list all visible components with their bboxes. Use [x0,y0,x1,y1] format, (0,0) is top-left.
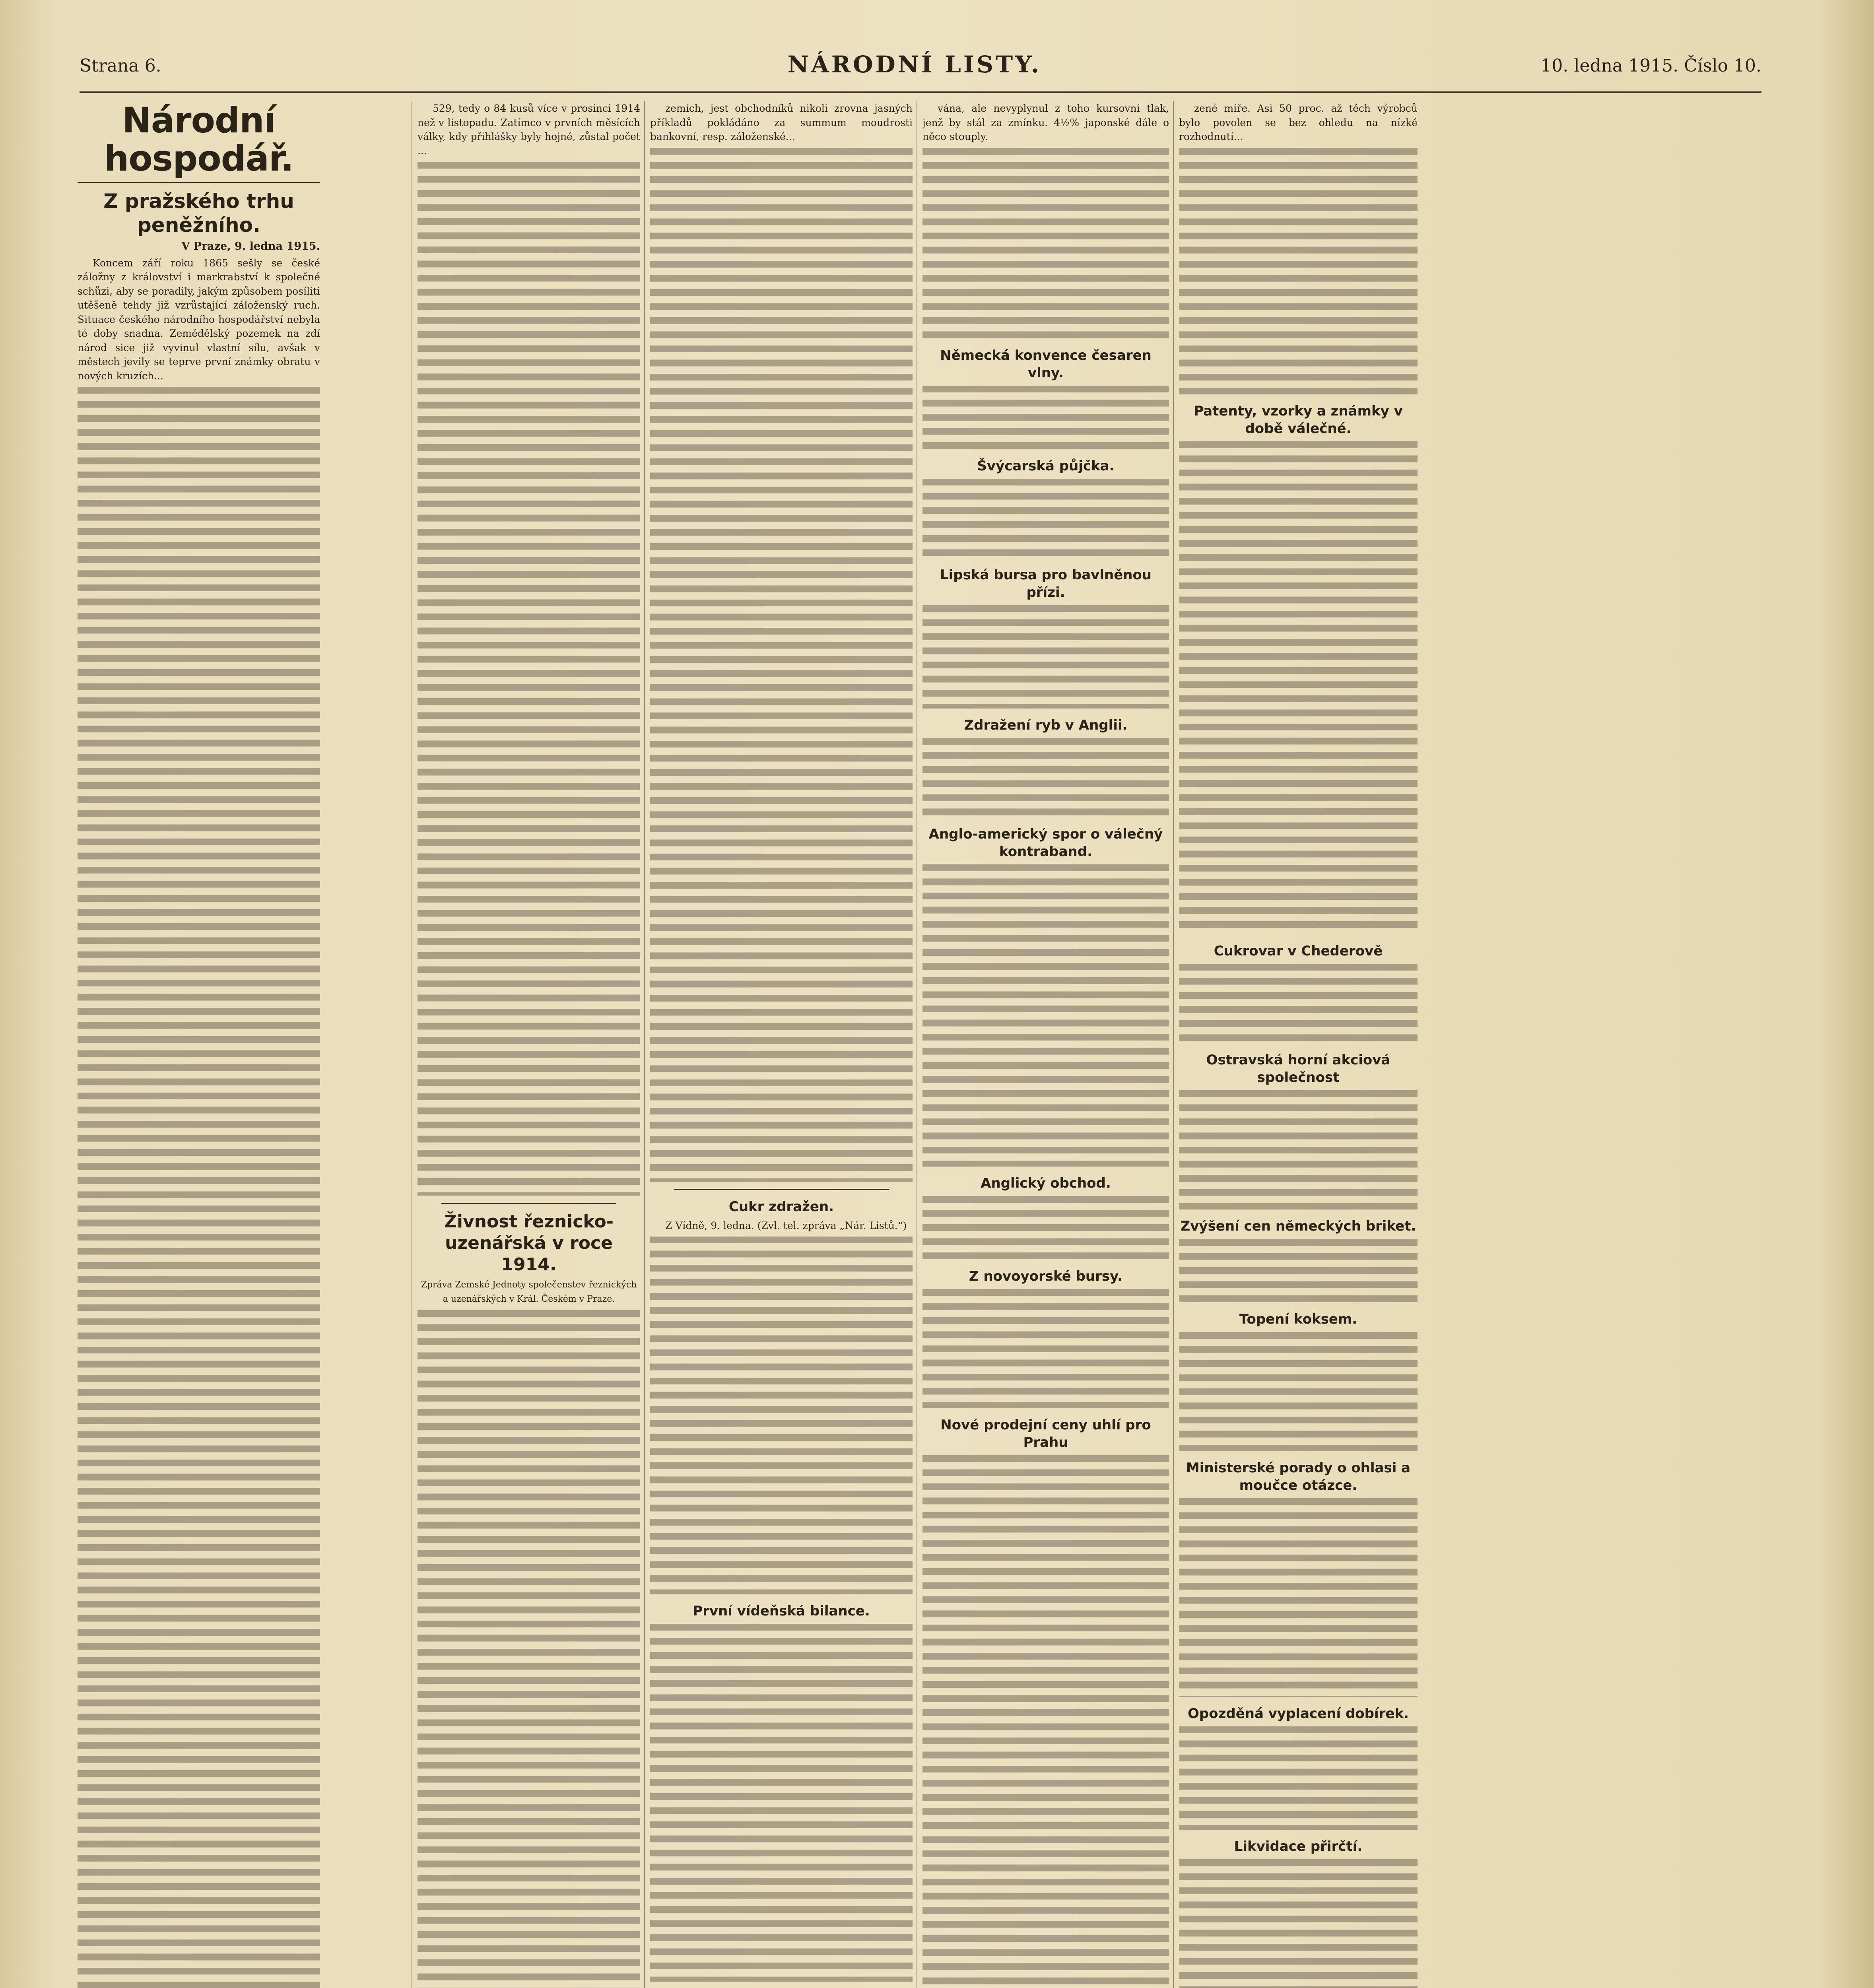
article-body-text [650,1237,913,1594]
article-body-text [1179,1726,1418,1830]
article-body-text [922,1455,1169,1988]
article-headline: Cukrovar v Chederově [1214,943,1383,959]
article-body-text [922,386,1169,449]
masthead [80,48,1761,93]
article-body-text [1179,964,1418,1043]
separator [674,1189,889,1190]
article-headline: Opozděná vyplacení dobírek. [1188,1705,1409,1722]
article-headline: Nové prodejní ceny uhlí pro Prahu [940,1417,1151,1450]
article-body-text [1179,1090,1418,1209]
article-lead: zené míře. Asi 50 proc. až těch výrobců bylo povolen se bez ohledu na nízké rozhodnutí... [1179,103,1418,142]
article-body-text [922,1196,1169,1260]
article-body-text [1179,1332,1418,1451]
column-divider [1173,101,1174,1988]
article-headline: Likvidace přirčtí. [1234,1838,1363,1854]
column-2 [418,101,640,1988]
article-body-text [922,148,1169,339]
column-4 [922,101,1169,1988]
article-body-text [1179,1859,1418,1988]
article-headline: Anglický obchod. [981,1175,1111,1191]
article-lead: 529, tedy o 84 kusů více v prosinci 1914 než v listopadu. Zatímco v prvních měsících války, kdy přihlášky byly hojné, zůstal počet ... [418,103,640,157]
article-headline: Švýcarská půjčka. [977,458,1115,474]
separator [441,1203,616,1204]
article-body-text [922,1289,1169,1408]
article-lead: Koncem září roku 1865 sešly se české záložny z království i markrabství k společné schůzi, aby se poradily, jakým způsobem posíliti utěšeně tehdy již vzrůstající záloženský ruch. Situace českého národního hospodářství nebyla té doby snadna. Zemědělský pozemek na zdí národ sice již vyvinul vlastní sílu, avšak v městech jevily se teprve první známky obratu v nových kruzích... [78,257,320,382]
article-headline: Zvýšení cen německých briket. [1180,1218,1416,1234]
article-headline: Anglo-americký spor o válečný kontraband. [928,826,1163,860]
article-body-text [922,864,1169,1167]
article-body-text [922,605,1169,709]
article-headline: Živnost řeznicko-uzenářská v roce 1914. [444,1211,614,1275]
article-body-text [78,387,320,1988]
article-headline: Zdražení ryb v Anglii. [964,717,1128,733]
article-lead: vána, ale nevyplynul z toho kursovní tlak, jenž by stál za zmínku. 4½% japonské dále o něco stouply. [922,103,1169,142]
section-title: Národní hospodář. [78,101,320,183]
article-headline: Ostravská horní akciová společnost [1206,1052,1390,1085]
article-body-text [922,738,1169,817]
article-dateline: V Praze, 9. ledna 1915. [181,240,320,252]
article-body-text [1179,1239,1418,1303]
article-headline: Z novoyorské bursy. [969,1268,1123,1284]
issue-date: 10. ledna 1915. Číslo 10. [1540,56,1761,76]
column-1 [78,101,320,1988]
article-body-text [418,1310,640,1988]
article-headline: Ministerské porady o ohlasi a moučce otázce. [1186,1460,1411,1493]
article-body-text [418,162,640,1196]
article-lead: zemích, jest obchodníků nikoli zrovna jasných příkladů pokládáno za summum moudrosti bankovní, resp. záloženské... [650,103,913,142]
article-headline: Z pražského trhu peněžního. [103,190,294,237]
article-body-text [650,1624,913,1982]
article-headline: První vídeňská bilance. [693,1603,870,1619]
page-number: Strana 6. [80,56,161,76]
column-3 [650,101,913,1988]
article-body-text [1179,148,1418,394]
article-body-text [922,479,1169,558]
article-headline: Lipská bursa pro bavlněnou přízi. [940,567,1152,600]
article-body-text [1179,1498,1418,1697]
column-5 [1179,101,1418,1988]
article-body-text [1179,441,1418,934]
article-headline: Německá konvence česaren vlny. [940,347,1152,381]
paper-title: NÁRODNÍ LISTY. [787,51,1042,78]
article-headline: Topení koksem. [1239,1311,1357,1327]
column-divider [644,101,645,1988]
article-headline: Cukr zdražen. [728,1198,834,1215]
article-dateline: Z Vídně, 9. ledna. (Zvl. tel. zpráva „Nár. Listů.“) [665,1219,907,1231]
article-body-text [650,148,913,1182]
article-intro: Zpráva Zemské Jednoty společenstev řeznických a uzenářských v Král. Českém v Praze. [421,1280,637,1304]
article-headline: Patenty, vzorky a známky v době válečné. [1194,403,1403,437]
